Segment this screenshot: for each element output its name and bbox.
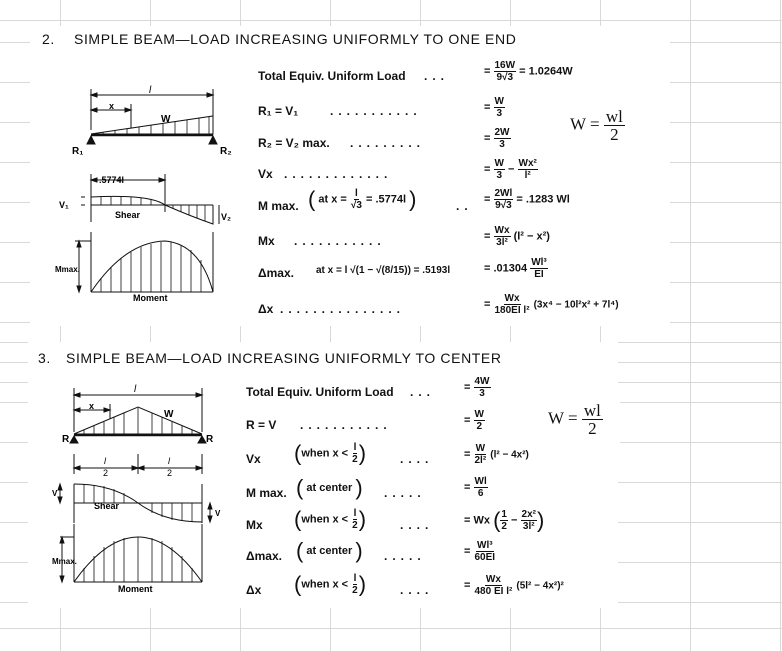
s3-row6-dots: ..... [384, 549, 426, 563]
s2-row4-formula: = $\frac{W}{3}$ − $\frac{\text{Wx²}}{\text{l²}}$ [484, 158, 537, 181]
s3-row2-label: R = V [246, 418, 277, 432]
s3-row1-formula: = $\frac{4W}{3}$ [464, 376, 490, 399]
s2-row3-formula: = $\frac{2W}{3}$ [484, 127, 510, 150]
s2-row6-label: Mx [258, 234, 275, 248]
s2-row1-formula: = $\frac{16W}{9√3}$ = 1.0264W [484, 60, 573, 83]
s3-row1-label: Total Equiv. Uniform Load [246, 385, 394, 399]
s2-row5-dots: .. [456, 199, 473, 213]
d2-r1-label: R₁ [72, 146, 84, 157]
section3-title: SIMPLE BEAM—LOAD INCREASING UNIFORMLY TO CENTER [66, 350, 502, 366]
d3-half-left-num: l [104, 456, 106, 466]
d3-half-left-den: 2 [103, 468, 109, 478]
s2-row8-dots: ............... [280, 302, 406, 316]
s3-row5-formula: = Wx ( $\frac{1}{2}$ − $\frac{\text{2x²}}{\text{3l²}}$ ) [464, 507, 545, 533]
s3-row7-condition: (when x < $\frac{l}{2}$ ) [294, 571, 367, 597]
d3-v-right-label: V [215, 509, 221, 518]
s2-row6-dots: ........... [294, 234, 386, 248]
s3-row7-label: Δx [246, 583, 262, 597]
s2-row5-label: M max. [258, 199, 299, 213]
d2-shear-label: Shear [115, 210, 141, 220]
s3-row4-label: M max. [246, 486, 287, 500]
s3-handwritten-formula: W = $\frac{wl}{2}$ [548, 401, 601, 438]
s3-row7-formula: = $\frac{Wx}{\text{480 EI l²}}$ (5l² − 4x²)² [464, 574, 564, 597]
d2-moment-label: Moment [133, 293, 168, 303]
section2-beam-diagram [55, 82, 245, 312]
d2-r2-label: R₂ [220, 146, 232, 157]
d3-half-right-den: 2 [167, 468, 173, 478]
d2-dim-label: .5774l [99, 175, 125, 185]
s2-row5-formula: = $\frac{2Wl}{9√3}$ = .1283 Wl [484, 188, 570, 211]
d3-r-right-label: R [206, 434, 214, 445]
s2-row2-dots: ........... [330, 104, 422, 118]
s3-row6-label: Δmax. [246, 549, 282, 563]
s2-row7-label: Δmax. [258, 266, 294, 280]
s3-row3-label: Vx [246, 452, 261, 466]
d3-r-left-label: R [62, 434, 70, 445]
s3-row4-formula: = $\frac{Wl}{6}$ [464, 476, 487, 499]
s2-row3-label: R₂ = V₂ max. [258, 136, 330, 150]
d3-v-left-label: V [52, 489, 58, 498]
section3-number: 3. [38, 350, 51, 366]
s2-row2-formula: = $\frac{W}{3}$ [484, 96, 504, 119]
d3-w-label: W [164, 409, 174, 420]
s3-row2-formula: = $\frac{W}{2}$ [464, 409, 484, 432]
s2-row1-label: Total Equiv. Uniform Load [258, 69, 406, 83]
s3-row6-condition: ( at center ) [296, 538, 363, 563]
s2-row5-condition: ( at x = $\frac{l}{√3}$ = .5774l ) [308, 186, 417, 212]
s2-row4-dots: ............. [284, 167, 393, 181]
s2-row7-condition: at x = l √(1 − √(8/15)) = .5193l [316, 265, 451, 276]
s2-row8-formula: = $\frac{Wx}{\text{180EI l²}}$ (3x⁴ − 10l²x² + 7l⁴) [484, 293, 619, 316]
s3-row4-condition: ( at center ) [296, 475, 363, 500]
s3-row3-dots: .... [400, 452, 434, 466]
s2-row8-label: Δx [258, 302, 274, 316]
s2-row7-formula: = .01304 $\frac{\text{Wl³}}{EI}$ [484, 257, 547, 280]
d2-x-label: x [109, 101, 115, 111]
s3-row3-formula: = $\frac{W}{\text{2l²}}$ (l² − 4x²) [464, 443, 529, 466]
section2-number: 2. [42, 31, 55, 47]
section3-beam-diagram [52, 380, 232, 602]
d3-half-right-num: l [168, 456, 170, 466]
s3-row5-dots: .... [400, 518, 434, 532]
d3-shear-label: Shear [94, 501, 120, 511]
d3-moment-label: Moment [118, 584, 153, 594]
s2-handwritten-formula: W = $\frac{wl}{2}$ [570, 107, 623, 144]
s2-row6-formula: = $\frac{Wx}{\text{3l²}}$ (l² − x²) [484, 225, 550, 248]
d2-l-label: l [149, 85, 152, 96]
d3-x-label: x [89, 401, 95, 411]
d2-v1-label: V₁ [59, 200, 69, 210]
s3-row2-dots: ........... [300, 418, 392, 432]
d2-v2-label: V₂ [221, 212, 232, 222]
s3-row3-condition: (when x < $\frac{l}{2}$ ) [294, 440, 367, 466]
s3-row1-dots: ... [410, 385, 436, 399]
s2-row2-label: R₁ = V₁ [258, 104, 299, 118]
section2-title: SIMPLE BEAM—LOAD INCREASING UNIFORMLY TO ONE END [74, 31, 517, 47]
d3-l-label: l [134, 384, 137, 395]
s3-row4-dots: ..... [384, 486, 426, 500]
d2-w-label: W [161, 114, 171, 125]
d2-mmax-label: Mmax. [55, 265, 80, 274]
s2-row4-label: Vx [258, 167, 273, 181]
d3-mmax-label: Mmax. [52, 557, 77, 566]
s2-row1-dots: ... [424, 69, 450, 83]
s3-row5-label: Mx [246, 518, 263, 532]
s3-row7-dots: .... [400, 583, 434, 597]
s2-row3-dots: ......... [350, 136, 426, 150]
s3-row6-formula: = $\frac{\text{Wl³}}{60EI}$ [464, 540, 496, 563]
s3-row5-condition: (when x < $\frac{l}{2}$ ) [294, 506, 367, 532]
